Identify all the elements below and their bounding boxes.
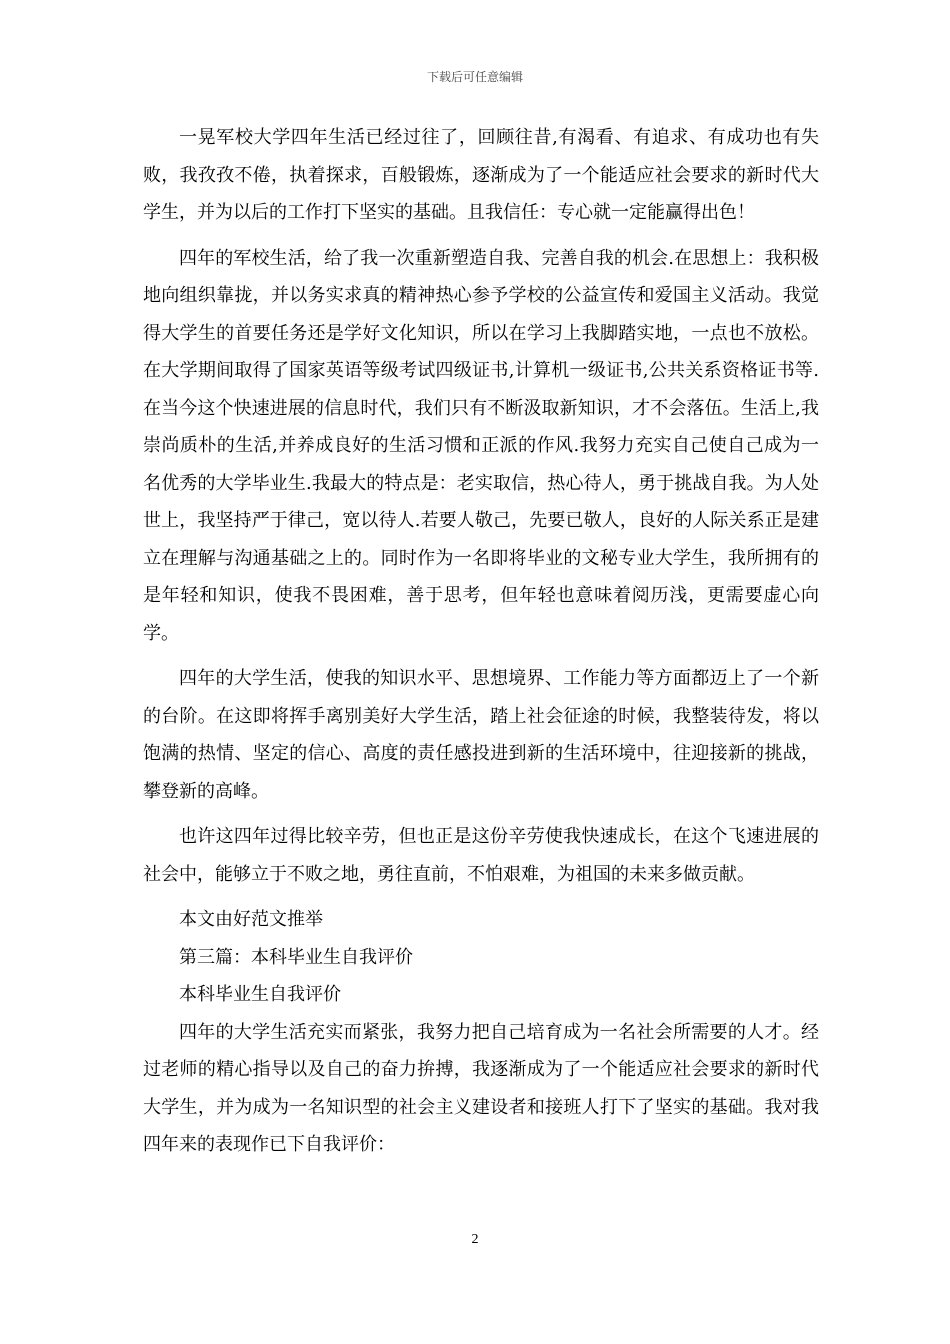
paragraph-reflection-intro: 一晃军校大学四年生活已经过往了，回顾往昔,有渴看、有追求、有成功也有失败，我孜孜不倦，执着探求，百般锻炼，逐渐成为了一个能适应社会要求的新时代大学生，并为以后的工作打下坚实的基础。且我信任：专心就一定能赢得出色！ [143, 127, 819, 223]
paragraph-four-years: 四年的大学生活，使我的知识水平、思想境界、工作能力等方面都迈上了一个新的台阶。在这即将挥手离别美好大学生活，踏上社会征途的时候，我整装待发，将以饱满的热情、坚定的信心、高度的责任感投进到新的生活环境中，往迎接新的挑战，攀登新的高峰。 [143, 668, 819, 802]
paragraph-military-life: 四年的军校生活，给了我一次重新塑造自我、完善自我的机会.在思想上：我积极地向组织靠拢，并以务实求真的精神热心参予学校的公益宣传和爱国主义活动。我觉得大学生的首要任务还是学好文化知识，所以在学习上我脚踏实地，一点也不放松。在大学期间取得了国家英语等级考试四级证书,计算机一级证书,公共关系资格证书等.在当今这个快速进展的信息时代，我们只有不断汲取新知识，才不会落伍。生活上,我崇尚质朴的生活,并养成良好的生活习惯和正派的作风.我努力充实自己使自己成为一名优秀的大学毕业生.我最大的特点是：老实取信，热心待人，勇于挑战自我。为人处世上，我坚持严于律己，宽以待人.若要人敬己，先要已敬人，良好的人际关系正是建立在理解与沟通基础之上的。同时作为一名即将毕业的文秘专业大学生，我所拥有的是年轻和知识，使我不畏困难，善于思考，但年轻也意味着阅历浅，更需要虚心向学。 [143, 247, 819, 644]
page-number: 2 [471, 1232, 479, 1247]
page-header: 下载后可任意编辑 [426, 70, 523, 84]
recommendation-note: 本文由好范文推举 [179, 909, 323, 930]
document-body [143, 119, 819, 1164]
section-title: 本科毕业生自我评价 [179, 984, 341, 1005]
paragraph-hard-work: 也许这四年过得比较辛劳，但也正是这份辛劳使我快速成长，在这个飞速进展的社会中，能够立于不败之地，勇往直前，不怕艰难，为祖国的未来多做贡献。 [143, 826, 819, 885]
section-heading: 第三篇：本科毕业生自我评价 [179, 946, 413, 968]
paragraph-self-evaluation: 四年的大学生活充实而紧张，我努力把自己培育成为一名社会所需要的人才。经过老师的精心指导以及自己的奋力拚搏，我逐渐成为了一个能适应社会要求的新时代大学生，并为成为一名知识型的社会主义建设者和接班人打下了坚实的基础。我对我四年来的表现作已下自我评价： [143, 1021, 819, 1155]
